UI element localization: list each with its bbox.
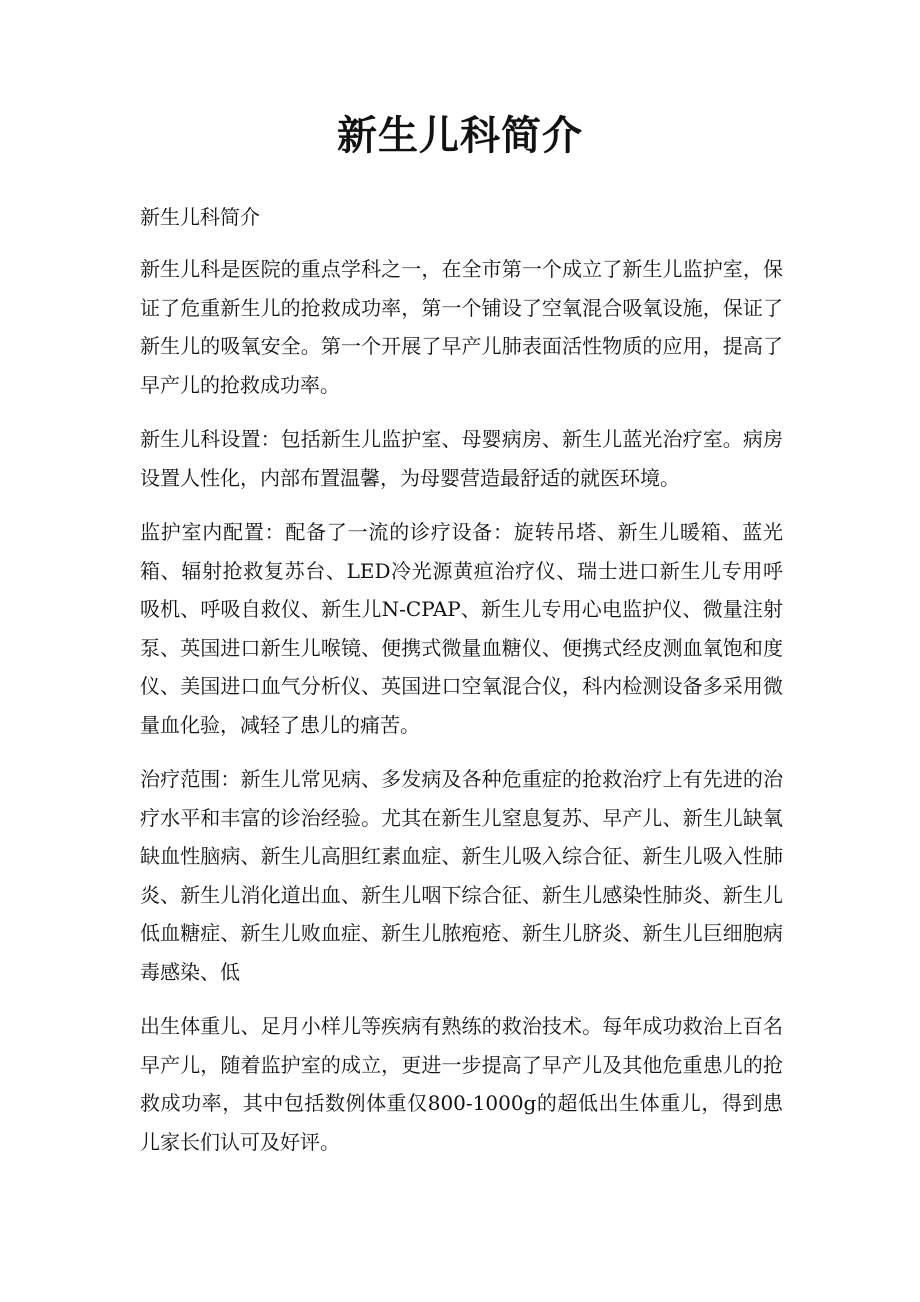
document-subtitle: 新生儿科简介: [140, 205, 260, 229]
paragraph-treatment-scope: 治疗范围：新生儿常见病、多发病及各种危重症的抢救治疗上有先进的治疗水平和丰富的诊治经验。尤其在新生儿窒息复苏、早产儿、新生儿缺氧缺血性脑病、新生儿高胆红素血症、新生儿吸入综合征、新生儿吸入性肺炎、新生儿消化道出血、新生儿咽下综合征、新生儿感染性肺炎、新生儿低血糖症、新生儿败血症、新生儿脓疱疮、新生儿脐炎、新生儿巨细胞病毒感染、低: [140, 767, 783, 984]
paragraph-intro: 新生儿科是医院的重点学科之一，在全市第一个成立了新生儿监护室，保证了危重新生儿的抢救成功率，第一个铺设了空氧混合吸氧设施，保证了新生儿的吸氧安全。第一个开展了早产儿肺表面活性物质的应用，提高了早产儿的抢救成功率。: [140, 257, 783, 397]
paragraph-icu-equipment: 监护室内配置：配备了一流的诊疗设备：旋转吊塔、新生儿暖箱、蓝光箱、辐射抢救复苏台、LED冷光源黄疸治疗仪、瑞士进口新生儿专用呼吸机、呼吸自救仪、新生儿N-CPAP、新生儿专用心电监护仪、微量注射泵、英国进口新生儿喉镜、便携式微量血糖仪、便携式经皮测血氧饱和度仪、美国进口血气分析仪、英国进口空氧混合仪，科内检测设备多采用微量血化验，减轻了患儿的痛苦。: [140, 520, 783, 737]
document-body: [140, 250, 783, 1177]
document-title: 新生儿科简介: [337, 112, 583, 159]
paragraph-department-setup: 新生儿科设置：包括新生儿监护室、母婴病房、新生儿蓝光治疗室。病房设置人性化，内部布置温馨，为母婴营造最舒适的就医环境。: [140, 427, 783, 490]
paragraph-achievements: 出生体重儿、足月小样儿等疾病有熟练的救治技术。每年成功救治上百名早产儿，随着监护室的成立，更进一步提高了早产儿及其他危重患儿的抢救成功率，其中包括数例体重仅800-1000g的超低出生体重儿，得到患儿家长们认可及好评。: [140, 1014, 783, 1154]
